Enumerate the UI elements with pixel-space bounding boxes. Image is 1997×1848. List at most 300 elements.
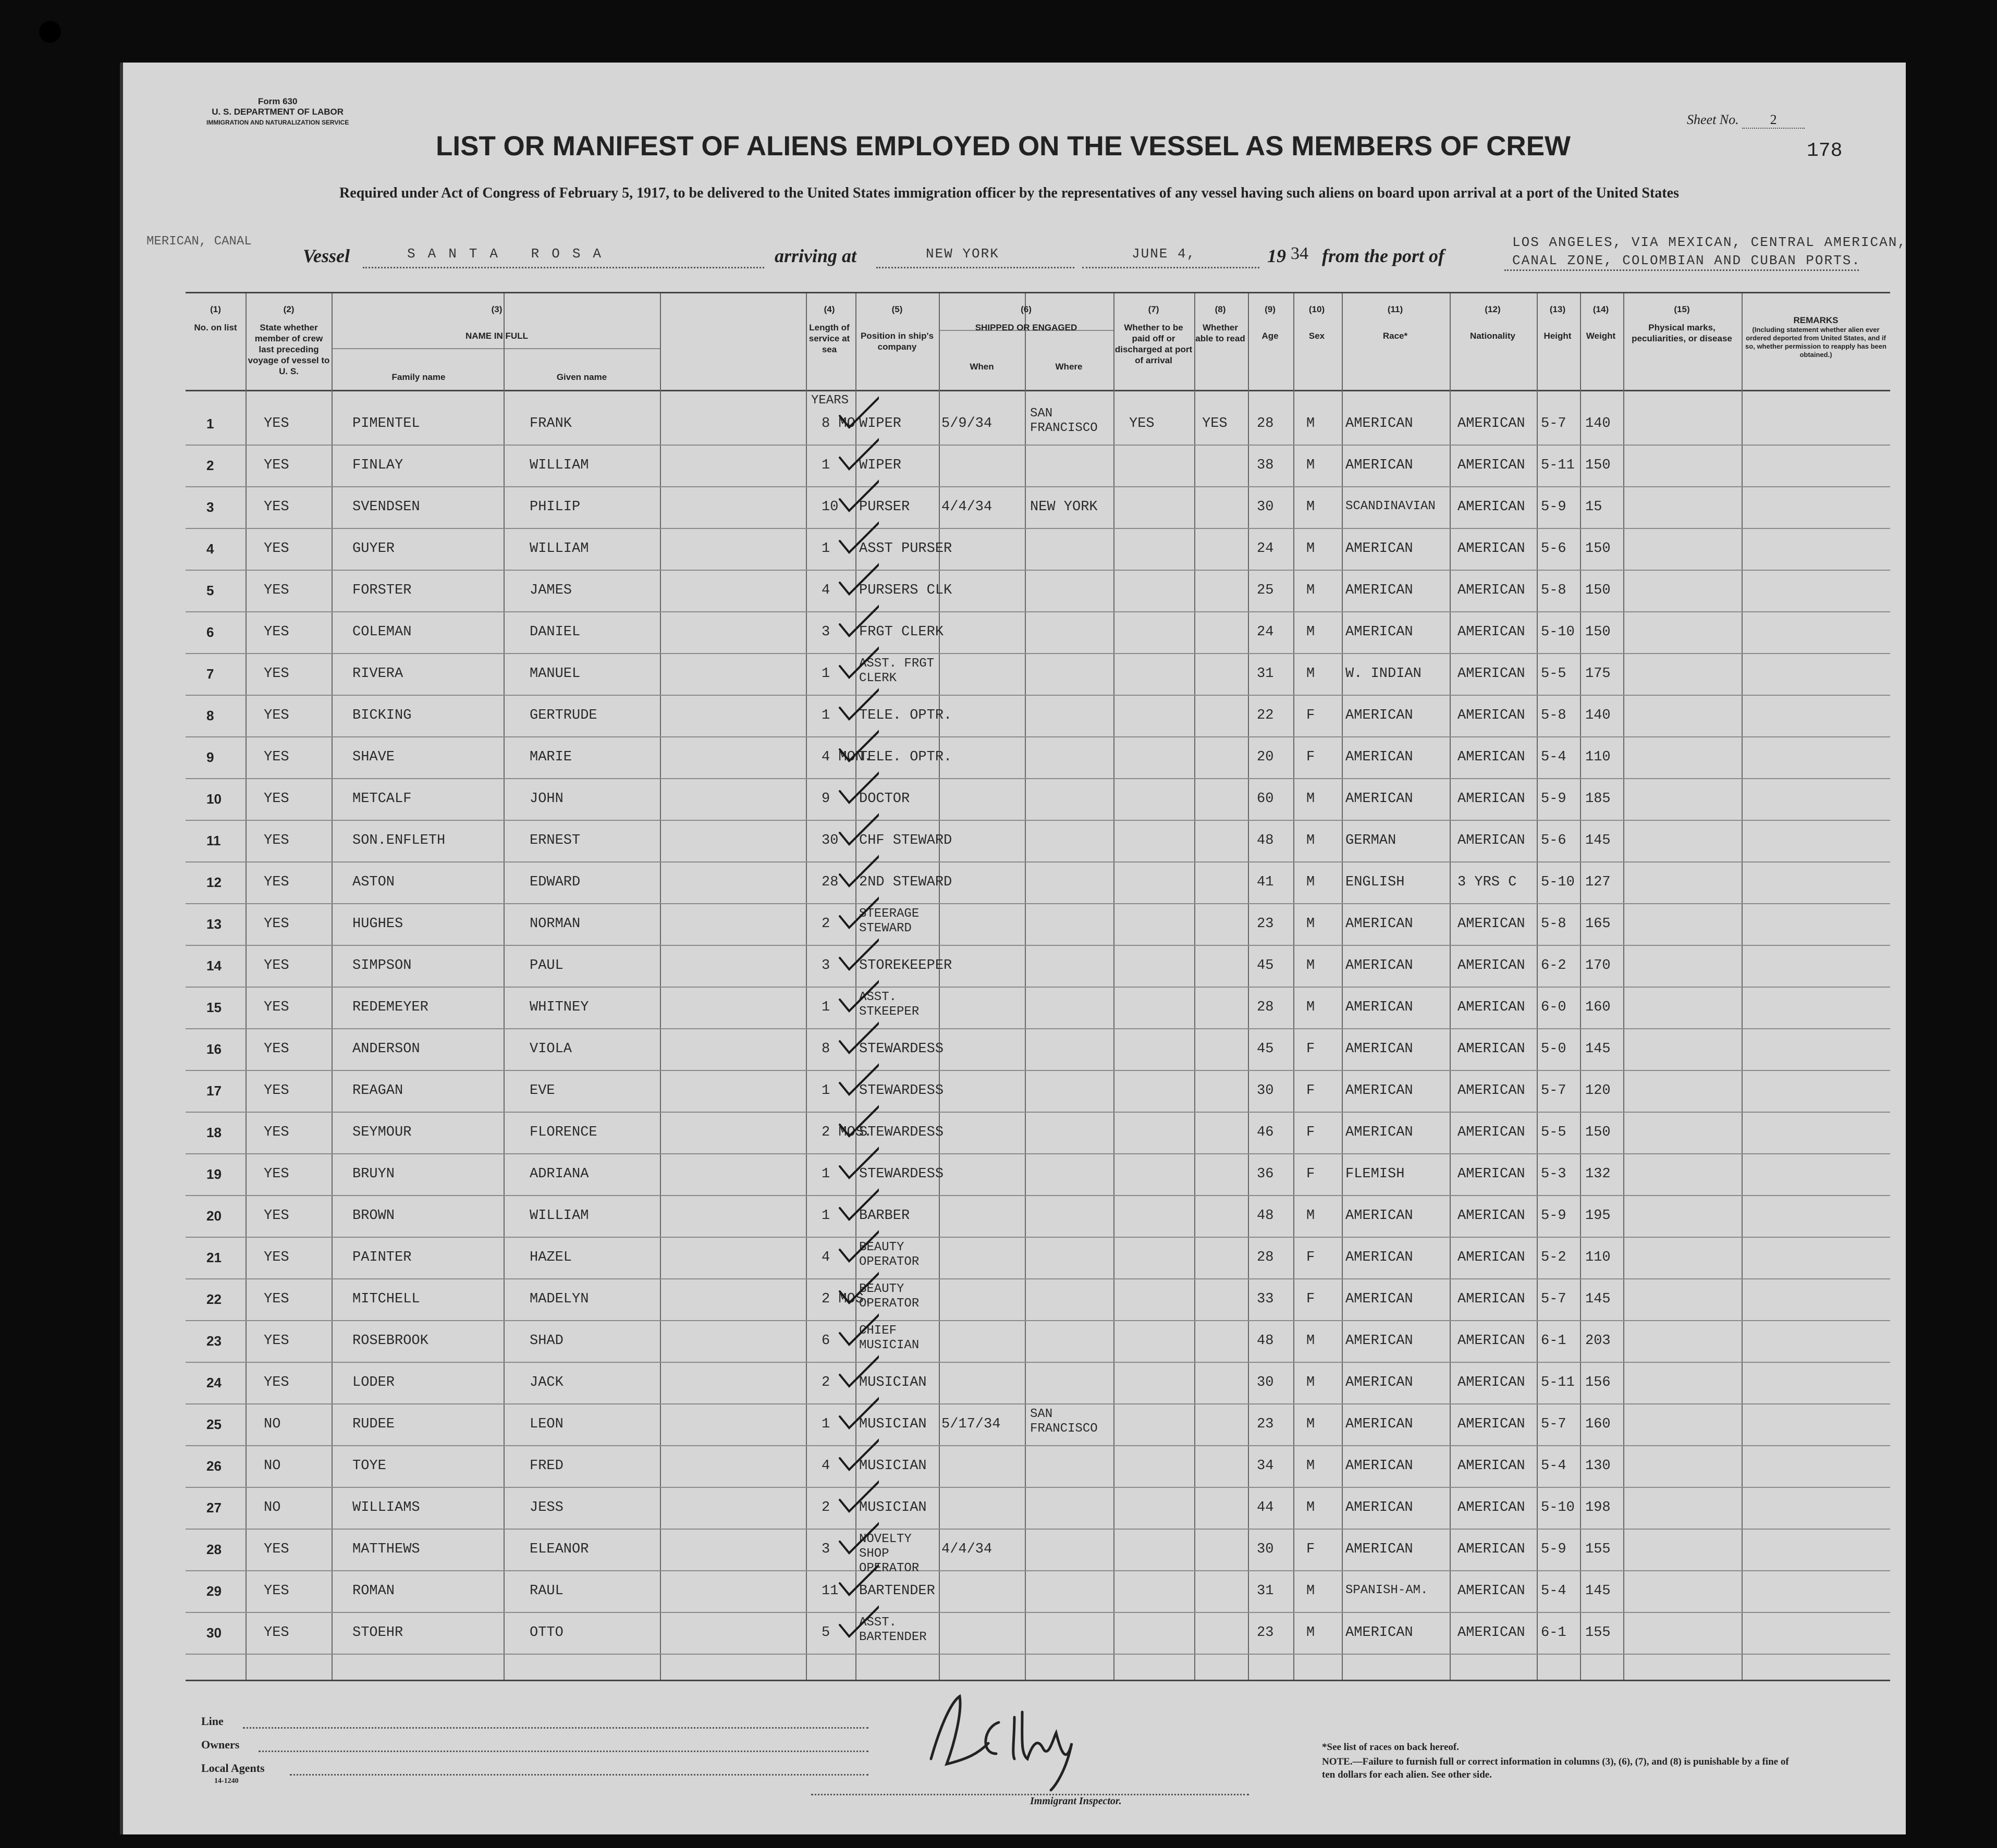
cell-weight: 155: [1585, 1542, 1611, 1557]
owners-label: Owners: [201, 1738, 240, 1751]
cell-service: 2 MOS.: [822, 1125, 873, 1140]
cell-nat: AMERICAN: [1457, 1542, 1525, 1557]
cell-age: 36: [1257, 1166, 1274, 1182]
cell-no: 5: [206, 583, 214, 598]
cell-race: AMERICAN: [1345, 416, 1413, 432]
cell-family: MITCHELL: [352, 1291, 420, 1307]
inspector-signature: [910, 1681, 1119, 1795]
cell-service: 9: [822, 791, 830, 807]
agents-label: Local Agents: [201, 1761, 265, 1775]
cell-service: 1: [822, 708, 830, 723]
cell-position: CHIEF MUSICIAN: [859, 1324, 920, 1352]
cell-nat: AMERICAN: [1457, 1333, 1525, 1349]
cell-family: GUYER: [352, 541, 395, 557]
cell-no: 1: [206, 416, 214, 432]
cell-age: 22: [1257, 708, 1274, 723]
cell-height: 5-4: [1541, 1583, 1566, 1599]
cell-weight: 150: [1585, 583, 1611, 598]
cell-height: 5-7: [1541, 1291, 1566, 1307]
cell-no: 23: [206, 1333, 222, 1349]
manifest-sheet: [120, 63, 1906, 1834]
col3b-head: Given name: [556, 372, 607, 382]
cell-height: 5-7: [1541, 1083, 1566, 1099]
cell-prev: YES: [264, 583, 289, 598]
binder-hole: [39, 21, 61, 43]
cell-height: 5-2: [1541, 1250, 1566, 1265]
cell-nat: AMERICAN: [1457, 708, 1525, 723]
cell-nat: AMERICAN: [1457, 1375, 1525, 1390]
cell-prev: YES: [264, 1000, 289, 1015]
cell-sex: M: [1306, 1000, 1315, 1015]
cell-where: NEW YORK: [1030, 499, 1098, 515]
remarks-head: REMARKS (Including statement whether alien ever ordered deported from United States, and if so, whether permission to reapply has been obtained.): [1745, 315, 1886, 359]
cell-race: SCANDINAVIAN: [1345, 499, 1436, 513]
cell-weight: 203: [1585, 1333, 1611, 1349]
cell-given: EDWARD: [530, 874, 581, 890]
cell-weight: 15: [1585, 499, 1602, 515]
cell-family: ROMAN: [352, 1583, 395, 1599]
cell-family: REAGAN: [352, 1083, 403, 1099]
cell-position: WIPER: [859, 416, 902, 432]
overflow-text: MERICAN, CANAL: [146, 235, 252, 249]
cell-sex: F: [1306, 1250, 1315, 1265]
cell-family: BRUYN: [352, 1166, 395, 1182]
cell-service: 1: [822, 1166, 830, 1182]
cell-no: 15: [206, 1000, 222, 1015]
cell-family: BICKING: [352, 708, 412, 723]
cell-family: RIVERA: [352, 666, 403, 682]
col10-head: (10) Sex: [1308, 304, 1325, 341]
cell-nat: AMERICAN: [1457, 1041, 1525, 1057]
cell-position: ASST PURSER: [859, 541, 952, 557]
cell-family: STOEHR: [352, 1625, 403, 1641]
table-row: [186, 657, 1890, 703]
cell-given: ADRIANA: [530, 1166, 589, 1182]
cell-sex: F: [1306, 749, 1315, 765]
col13-head: (13) Height: [1543, 304, 1572, 341]
cell-age: 30: [1257, 1375, 1274, 1390]
cell-sex: M: [1306, 416, 1315, 432]
cell-nat: AMERICAN: [1457, 1083, 1525, 1099]
table-row: [186, 1370, 1890, 1411]
cell-sex: M: [1306, 1333, 1315, 1349]
cell-sex: F: [1306, 1083, 1315, 1099]
cell-weight: 120: [1585, 1083, 1611, 1099]
cell-no: 14: [206, 958, 222, 974]
cell-sex: M: [1306, 583, 1315, 598]
table-row: [186, 1203, 1890, 1245]
inspector-label: Immigrant Inspector.: [1030, 1795, 1122, 1807]
cell-race: AMERICAN: [1345, 708, 1413, 723]
line-field: [243, 1726, 868, 1729]
cell-race: AMERICAN: [1345, 1625, 1413, 1641]
table-row: [186, 828, 1890, 869]
cell-sex: M: [1306, 1375, 1315, 1390]
cell-family: RUDEE: [352, 1416, 395, 1432]
cell-family: ANDERSON: [352, 1041, 420, 1057]
crew-table: [186, 292, 1890, 1681]
cell-weight: 198: [1585, 1500, 1611, 1516]
table-row: [186, 536, 1890, 577]
cell-sex: M: [1306, 833, 1315, 848]
cell-height: 5-9: [1541, 1542, 1566, 1557]
cell-height: 5-9: [1541, 1208, 1566, 1224]
cell-nat: AMERICAN: [1457, 1458, 1525, 1474]
cell-no: 30: [206, 1625, 222, 1641]
cell-given: DANIEL: [530, 624, 581, 640]
cell-given: WILLIAM: [530, 458, 589, 473]
cell-given: PHILIP: [530, 499, 581, 515]
cell-weight: 145: [1585, 833, 1611, 848]
cell-height: 5-11: [1541, 458, 1575, 473]
cell-service: 2 MOS.: [822, 1291, 873, 1307]
from-port-label: from the port of: [1322, 245, 1445, 266]
cell-position: STOREKEEPER: [859, 958, 952, 974]
cell-age: 25: [1257, 583, 1274, 598]
col11-head: (11) Race*: [1382, 304, 1408, 341]
cell-weight: 150: [1585, 624, 1611, 640]
cell-service: 8 MO: [822, 416, 855, 432]
cell-race: AMERICAN: [1345, 749, 1413, 765]
cell-paid: YES: [1129, 416, 1155, 432]
cell-family: ASTON: [352, 874, 395, 890]
cell-prev: YES: [264, 874, 289, 890]
cell-where: SAN FRANCISCO: [1030, 406, 1098, 435]
cell-race: AMERICAN: [1345, 1458, 1413, 1474]
cell-read: YES: [1202, 416, 1228, 432]
cell-service: 1: [822, 666, 830, 682]
col3-head: (3) NAME IN FULL: [465, 304, 528, 341]
col14-head: (14) Weight: [1586, 304, 1616, 341]
cell-position: FRGT CLERK: [859, 624, 944, 640]
cell-age: 23: [1257, 916, 1274, 932]
cell-weight: 140: [1585, 708, 1611, 723]
cell-position: ASST. STKEEPER: [859, 990, 920, 1019]
cell-no: 29: [206, 1583, 222, 1599]
cell-age: 31: [1257, 666, 1274, 682]
cell-nat: AMERICAN: [1457, 1125, 1525, 1140]
cell-family: METCALF: [352, 791, 412, 807]
cell-prev: YES: [264, 1166, 289, 1182]
cell-age: 45: [1257, 1041, 1274, 1057]
table-row: [186, 619, 1890, 661]
cell-age: 33: [1257, 1291, 1274, 1307]
cell-service: 30: [822, 833, 839, 848]
cell-position: BARTENDER: [859, 1583, 935, 1599]
table-row: [186, 452, 1890, 494]
cell-weight: 155: [1585, 1625, 1611, 1641]
cell-prev: YES: [264, 833, 289, 848]
col15-head: (15) Physical marks, peculiarities, or disease: [1632, 304, 1732, 343]
cell-no: 6: [206, 624, 214, 640]
cell-nat: AMERICAN: [1457, 916, 1525, 932]
cell-weight: 145: [1585, 1291, 1611, 1307]
cell-given: RAUL: [530, 1583, 563, 1599]
cell-service: 4: [822, 1250, 830, 1265]
cell-sex: M: [1306, 499, 1315, 515]
cell-age: 23: [1257, 1625, 1274, 1641]
cell-weight: 185: [1585, 791, 1611, 807]
cell-race: SPANISH-AM.: [1345, 1583, 1428, 1597]
check-mark-column: [707, 390, 879, 1677]
cell-given: VIOLA: [530, 1041, 572, 1057]
cell-service: 8: [822, 1041, 830, 1057]
cell-position: BEAUTY OPERATOR: [859, 1282, 920, 1311]
col3a-head: Family name: [391, 372, 446, 382]
cell-sex: F: [1306, 1166, 1315, 1182]
cell-position: ASST. FRGT CLERK: [859, 657, 935, 685]
cell-age: 45: [1257, 958, 1274, 974]
cell-nat: AMERICAN: [1457, 833, 1525, 848]
years-label: YEARS: [811, 393, 849, 408]
table-row: [186, 953, 1890, 994]
table-row: [186, 1616, 1890, 1661]
arrival-date: JUNE 4,: [1132, 246, 1196, 262]
cell-height: 5-7: [1541, 416, 1566, 432]
cell-given: SHAD: [530, 1333, 563, 1349]
cell-prev: YES: [264, 1291, 289, 1307]
cell-no: 21: [206, 1250, 222, 1265]
cell-where: SAN FRANCISCO: [1030, 1407, 1098, 1436]
cell-age: 31: [1257, 1583, 1274, 1599]
cell-given: MARIE: [530, 749, 572, 765]
cell-age: 44: [1257, 1500, 1274, 1516]
cell-race: AMERICAN: [1345, 1083, 1413, 1099]
cell-no: 11: [206, 833, 221, 848]
cell-prev: NO: [264, 1500, 281, 1516]
cell-age: 60: [1257, 791, 1274, 807]
arriving-port: NEW YORK: [926, 246, 999, 262]
cell-family: SIMPSON: [352, 958, 412, 974]
cell-no: 2: [206, 458, 214, 473]
cell-position: DOCTOR: [859, 791, 910, 807]
cell-sex: F: [1306, 708, 1315, 723]
cell-position: MUSICIAN: [859, 1458, 927, 1474]
cell-age: 28: [1257, 1000, 1274, 1015]
cell-prev: YES: [264, 624, 289, 640]
col8-head: (8) Whether able to read: [1195, 304, 1245, 343]
cell-race: AMERICAN: [1345, 1375, 1413, 1390]
cell-sex: M: [1306, 874, 1315, 890]
cell-family: LODER: [352, 1375, 395, 1390]
cell-height: 5-4: [1541, 1458, 1566, 1474]
cell-height: 5-10: [1541, 624, 1575, 640]
cell-age: 48: [1257, 833, 1274, 848]
agents-code: 14-1240: [214, 1777, 239, 1785]
cell-prev: YES: [264, 958, 289, 974]
cell-sex: M: [1306, 1500, 1315, 1516]
cell-family: TOYE: [352, 1458, 386, 1474]
cell-service: 4: [822, 583, 830, 598]
vessel-label: Vessel: [303, 245, 350, 266]
cell-height: 5-9: [1541, 499, 1566, 515]
table-row: [186, 1453, 1890, 1495]
cell-family: SHAVE: [352, 749, 395, 765]
cell-no: 10: [206, 791, 222, 807]
cell-prev: NO: [264, 1416, 281, 1432]
cell-position: TELE. OPTR.: [859, 749, 952, 765]
cell-height: 5-7: [1541, 1416, 1566, 1432]
cell-given: WILLIAM: [530, 541, 589, 557]
cell-service: 1: [822, 1208, 830, 1224]
cell-nat: AMERICAN: [1457, 499, 1525, 515]
table-row: [186, 1532, 1890, 1578]
cell-service: 5: [822, 1625, 830, 1641]
cell-nat: AMERICAN: [1457, 624, 1525, 640]
cell-height: 5-6: [1541, 833, 1566, 848]
cell-no: 17: [206, 1083, 222, 1099]
cell-age: 24: [1257, 624, 1274, 640]
cell-prev: YES: [264, 1625, 289, 1641]
cell-prev: YES: [264, 1250, 289, 1265]
cell-position: STEWARDESS: [859, 1041, 944, 1057]
cell-age: 20: [1257, 749, 1274, 765]
cell-given: NORMAN: [530, 916, 581, 932]
cell-height: 6-2: [1541, 958, 1566, 974]
col9-head: (9) Age: [1261, 304, 1279, 341]
cell-age: 28: [1257, 1250, 1274, 1265]
cell-no: 4: [206, 541, 214, 557]
table-row: [186, 406, 1890, 452]
cell-prev: YES: [264, 1083, 289, 1099]
cell-nat: AMERICAN: [1457, 1208, 1525, 1224]
cell-weight: 110: [1585, 749, 1611, 765]
cell-race: GERMAN: [1345, 833, 1396, 848]
col1-head: (1) No. on list: [194, 304, 237, 332]
cell-family: HUGHES: [352, 916, 403, 932]
cell-race: AMERICAN: [1345, 1291, 1413, 1307]
cell-weight: 170: [1585, 958, 1611, 974]
cell-race: AMERICAN: [1345, 624, 1413, 640]
cell-prev: YES: [264, 1333, 289, 1349]
cell-position: BEAUTY OPERATOR: [859, 1240, 920, 1269]
page-number: 178: [1807, 140, 1843, 162]
cell-family: ROSEBROOK: [352, 1333, 428, 1349]
col4-head: (4) Length of service at sea: [808, 304, 850, 354]
cell-weight: 165: [1585, 916, 1611, 932]
cell-prev: YES: [264, 1375, 289, 1390]
cell-prev: YES: [264, 791, 289, 807]
cell-age: 41: [1257, 874, 1274, 890]
cell-nat: AMERICAN: [1457, 791, 1525, 807]
cell-height: 5-8: [1541, 583, 1566, 598]
cell-given: MANUEL: [530, 666, 581, 682]
date-line: [1082, 266, 1259, 268]
cell-race: AMERICAN: [1345, 1542, 1413, 1557]
cell-height: 5-11: [1541, 1375, 1575, 1390]
cell-height: 5-10: [1541, 874, 1575, 890]
from-port-line: [1504, 268, 1859, 271]
cell-given: EVE: [530, 1083, 555, 1099]
cell-service: 1: [822, 541, 830, 557]
penalty-note: NOTE.—Failure to furnish full or correct information in columns (3), (6), (7), and (8) is punishable by a fine of ten dollars for each alien. See other side.: [1322, 1756, 1789, 1780]
cell-sex: F: [1306, 1041, 1315, 1057]
cell-age: 46: [1257, 1125, 1274, 1140]
cell-given: OTTO: [530, 1625, 563, 1641]
cell-given: LEON: [530, 1416, 563, 1432]
cell-nat: AMERICAN: [1457, 1166, 1525, 1182]
cell-sex: M: [1306, 1625, 1315, 1641]
cell-service: 1: [822, 1416, 830, 1432]
cell-position: 2ND STEWARD: [859, 874, 952, 890]
cell-position: STEWARDESS: [859, 1125, 944, 1140]
cell-position: STEWARDESS: [859, 1166, 944, 1182]
cell-prev: YES: [264, 1583, 289, 1599]
cell-given: PAUL: [530, 958, 563, 974]
cell-no: 18: [206, 1125, 222, 1140]
cell-no: 3: [206, 499, 214, 515]
col12-head: (12) Nationality: [1470, 304, 1515, 341]
cell-height: 6-1: [1541, 1333, 1566, 1349]
table-row: [186, 494, 1890, 536]
agents-field: [290, 1773, 868, 1776]
cell-family: COLEMAN: [352, 624, 412, 640]
cell-sex: F: [1306, 1125, 1315, 1140]
cell-sex: M: [1306, 1208, 1315, 1224]
table-row: [186, 703, 1890, 744]
cell-race: AMERICAN: [1345, 916, 1413, 932]
cell-sex: M: [1306, 1583, 1315, 1599]
cell-sex: F: [1306, 1291, 1315, 1307]
year-label: 19: [1267, 245, 1286, 266]
table-row: [186, 1495, 1890, 1536]
cell-family: SEYMOUR: [352, 1125, 412, 1140]
cell-no: 25: [206, 1416, 222, 1432]
cell-sex: F: [1306, 1542, 1315, 1557]
cell-height: 5-4: [1541, 749, 1566, 765]
cell-service: 3: [822, 958, 830, 974]
cell-service: 11: [822, 1583, 839, 1599]
cell-age: 30: [1257, 499, 1274, 515]
cell-family: SON.ENFLETH: [352, 833, 446, 848]
cell-no: 26: [206, 1458, 222, 1474]
table-row: [186, 990, 1890, 1036]
cell-nat: AMERICAN: [1457, 1416, 1525, 1432]
cell-family: SVENDSEN: [352, 499, 420, 515]
cell-prev: YES: [264, 1208, 289, 1224]
cell-nat: AMERICAN: [1457, 666, 1525, 682]
cell-race: AMERICAN: [1345, 1000, 1413, 1015]
cell-no: 16: [206, 1041, 222, 1057]
cell-height: 5-8: [1541, 708, 1566, 723]
cell-weight: 140: [1585, 416, 1611, 432]
cell-age: 48: [1257, 1208, 1274, 1224]
cell-weight: 156: [1585, 1375, 1611, 1390]
cell-service: 2: [822, 1375, 830, 1390]
cell-race: AMERICAN: [1345, 1500, 1413, 1516]
cell-given: FLORENCE: [530, 1125, 597, 1140]
cell-weight: 150: [1585, 458, 1611, 473]
from-ports-line-1: LOS ANGELES, VIA MEXICAN, CENTRAL AMERICAN,: [1512, 235, 1907, 250]
cell-service: 4: [822, 1458, 830, 1474]
cell-prev: YES: [264, 666, 289, 682]
cell-height: 5-10: [1541, 1500, 1575, 1516]
cell-race: AMERICAN: [1345, 583, 1413, 598]
cell-no: 7: [206, 666, 214, 682]
page-subtitle: Required under Act of Congress of February 5, 1917, to be delivered to the United States immigration officer by the representatives of any vessel having such aliens on board upon arrival at a port of the United States: [339, 185, 1679, 201]
cell-service: 4 MON.: [822, 749, 873, 765]
cell-service: 1: [822, 1000, 830, 1015]
cell-position: STEERAGE STEWARD: [859, 907, 920, 935]
cell-family: MATTHEWS: [352, 1542, 420, 1557]
cell-sex: M: [1306, 666, 1315, 682]
cell-race: FLEMISH: [1345, 1166, 1405, 1182]
cell-given: WILLIAM: [530, 1208, 589, 1224]
cell-when: 4/4/34: [941, 499, 993, 515]
cell-height: 6-1: [1541, 1625, 1566, 1641]
cell-given: GERTRUDE: [530, 708, 597, 723]
name-divider: [332, 348, 660, 349]
